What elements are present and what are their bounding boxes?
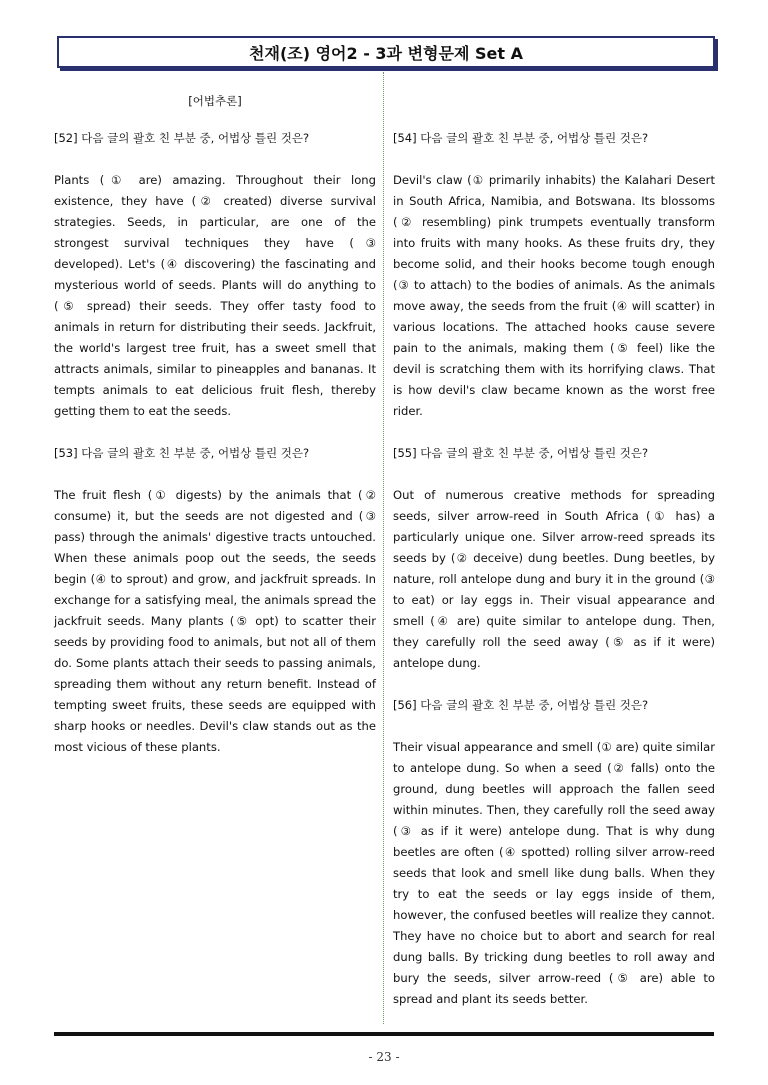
question-52: [52] 다음 글의 괄호 친 부분 중, 어법상 틀린 것은? [54, 131, 310, 145]
section-label: [어법추론] [188, 94, 242, 108]
question-56: [56] 다음 글의 괄호 친 부분 중, 어법상 틀린 것은? [393, 698, 649, 712]
question-53: [53] 다음 글의 괄호 친 부분 중, 어법상 틀린 것은? [54, 446, 310, 460]
column-divider [383, 72, 384, 1024]
passage-55: Out of numerous creative methods for spreading seeds, silver arrow-reed in South Africa (① has) a particularly unique one. Silver arrow-reed spreads its seeds by (② deceive) dung beetles. Dung beetles, by nature, roll antelope dung and bury it in the ground (③ to eat) or lay eggs in. Their visual appearance and smell (④ are) quite similar to antelope dung. Then, they carefully roll the seed away (⑤ as if it were) antelope dung. [393, 488, 715, 670]
left-column [54, 88, 376, 779]
question-54: [54] 다음 글의 괄호 친 부분 중, 어법상 틀린 것은? [393, 131, 649, 145]
passage-54: Devil's claw (① primarily inhabits) the Kalahari Desert in South Africa, Namibia, and Botswana. Its blossoms (② resembling) pink trumpets eventually transform into fruits with many hooks. As these fruits dry, they become solid, and their hooks become tough enough (③ to attach) to the bodies of animals. As the animals move away, the seeds from the fruit (④ will scatter) in various locations. The attached hooks cause severe pain to the animals, making them (⑤ feel) like the devil is scratching them with its horrifying claws. That is how devil's claw became known as the worst free rider. [393, 173, 715, 418]
passage-56: Their visual appearance and smell (① are) quite similar to antelope dung. So when a seed (② falls) onto the ground, dung beetles will approach the fallen seed within minutes. Then, they carefully roll the seed away (③ as if it were) antelope dung. That is why dung beetles are often (④ spotted) rolling silver arrow-reed seeds that look and smell like dung balls. When they try to eat the seeds or lay eggs inside of them, however, the confused beetles will realize they cannot. They have no choice but to abort and search for real dung balls. By tricking dung beetles to roll away and bury the seeds, silver arrow-reed (⑤ are) able to spread and plant its seeds better. [393, 740, 715, 1006]
footer-rule [54, 1032, 714, 1036]
passage-52: Plants (① are) amazing. Throughout their long existence, they have (② created) diverse survival strategies. Seeds, in particular, are one of the strongest survival techniques they have (③ developed). Let's (④ discovering) the fascinating and mysterious world of seeds. Plants will do anything to (⑤ spread) their seeds. They offer tasty food to animals in return for distributing their seeds. Jackfruit, the world's largest tree fruit, has a sweet smell that attracts animals, similar to pineapples and bananas. It tempts animals to eat delicious fruit flesh, thereby getting them to eat the seeds. [54, 173, 376, 418]
question-55: [55] 다음 글의 괄호 친 부분 중, 어법상 틀린 것은? [393, 446, 649, 460]
right-column [393, 88, 715, 1031]
page-title: 천재(조) 영어2 - 3과 변형문제 Set A [57, 36, 715, 68]
page-number: - 23 - [368, 1050, 400, 1064]
section-spacer [393, 88, 715, 114]
passage-53: The fruit flesh (① digests) by the animals that (② consume) it, but the seeds are not digested and (③ pass) through the animals' digestive tracts untouched. When these animals poop out the seeds, the seeds begin (④ to sprout) and grow, and jackfruit spreads. In exchange for a satisfying meal, the animals spread the jackfruit seeds. Many plants (⑤ opt) to scatter their seeds by providing food to animals, but not all of them do. Some plants attach their seeds to passing animals, spreading them without any return benefit. Instead of tempting sweet fruits, these seeds are equipped with sharp hooks or needles. Devil's claw stands out as the most vicious of these plants. [54, 488, 376, 754]
